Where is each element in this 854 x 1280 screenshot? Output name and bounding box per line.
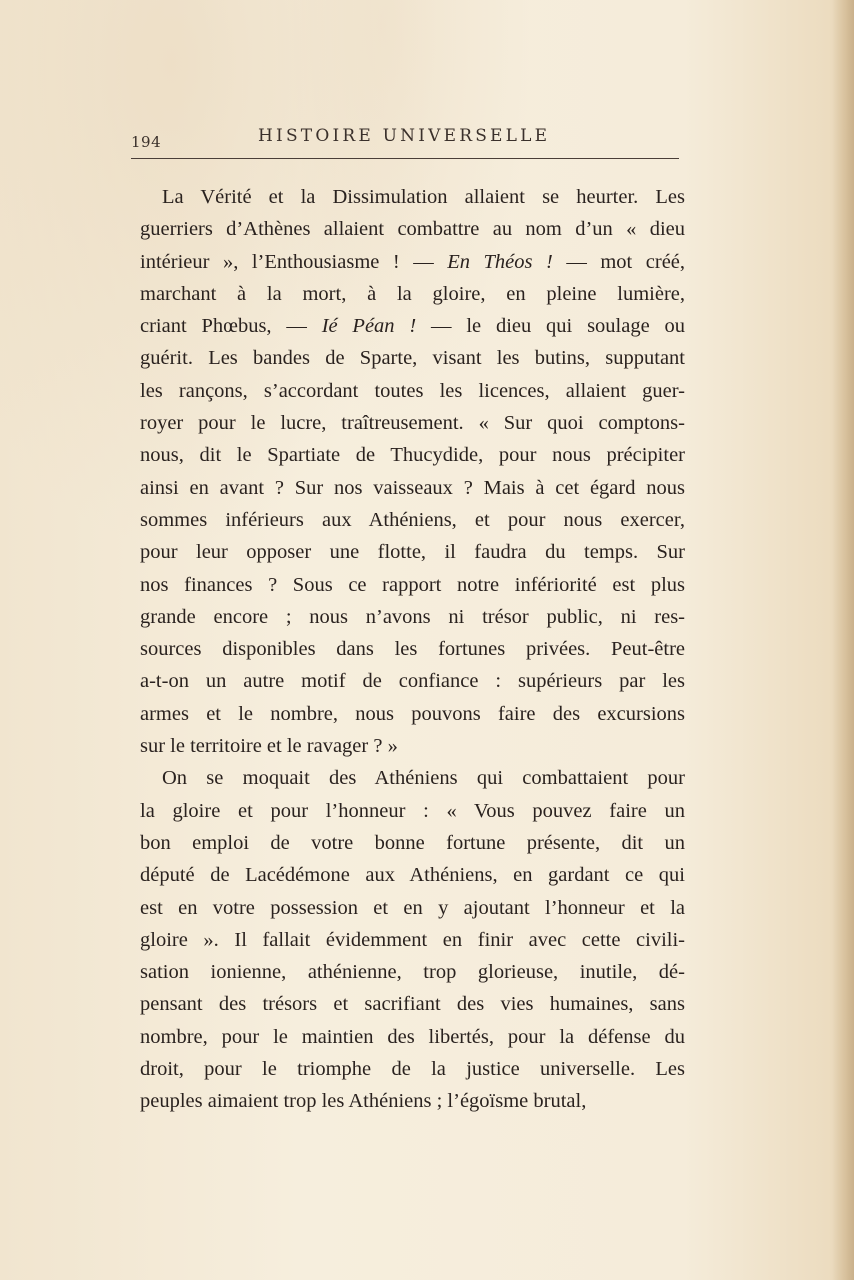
text-line [140, 892, 685, 924]
text-line [140, 246, 685, 278]
text-run: bon emploi de votre bonne fortune présente, dit un [140, 831, 685, 854]
text-line [140, 730, 685, 762]
text-line [140, 988, 685, 1020]
text-run: peuples aimaient trop les Athéniens ; l’égoïsme brutal, [140, 1090, 587, 1113]
text-run: — mot créé, [552, 250, 686, 273]
text-line [140, 439, 685, 471]
text-line [140, 504, 685, 536]
body-text [140, 181, 685, 1118]
text-line [140, 1085, 685, 1117]
text-run: guerriers d’Athènes allaient combattre au nom d’un « dieu [140, 218, 685, 241]
text-line [140, 827, 685, 859]
text-run: intérieur », l’Enthousiasme ! — [140, 250, 448, 273]
text-run: On se moquait des Athéniens qui combattaient pour [162, 767, 685, 790]
text-run: pensant des trésors et sacrifiant des vies humaines, sans [140, 993, 685, 1016]
text-run: est en votre possession et en y ajoutant l’honneur et la [140, 896, 685, 919]
paragraph [140, 181, 685, 762]
text-line [140, 472, 685, 504]
page-number: 194 [131, 133, 162, 151]
text-line [140, 762, 685, 794]
text-run: droit, pour le triomphe de la justice universelle. Les [140, 1058, 685, 1081]
text-run: marchant à la mort, à la gloire, en pleine lumière, [140, 282, 685, 305]
text-line [140, 569, 685, 601]
text-line [140, 310, 685, 342]
text-run: ainsi en avant ? Sur nos vaisseaux ? Mais à cet égard nous [140, 476, 685, 499]
text-run: La Vérité et la Dissimulation allaient se heurter. Les [162, 186, 685, 208]
italic-text-run: Ié Péan ! [321, 315, 417, 338]
text-run: a-t-on un autre motif de confiance : supérieurs par les [140, 670, 685, 693]
text-line [140, 956, 685, 988]
text-line [140, 1053, 685, 1085]
text-run: sommes inférieurs aux Athéniens, et pour nous exercer, [140, 508, 685, 531]
text-run: nombre, pour le maintien des libertés, pour la défense du [140, 1025, 685, 1048]
text-run: guérit. Les bandes de Sparte, visant les butins, supputant [140, 347, 685, 370]
text-line [140, 213, 685, 245]
text-run: la gloire et pour l’honneur : « Vous pouvez faire un [140, 799, 685, 822]
text-line [140, 536, 685, 568]
text-run: sation ionienne, athénienne, trop glorieuse, inutile, dé- [140, 961, 685, 984]
text-line [140, 181, 685, 213]
text-line [140, 1021, 685, 1053]
paragraph [140, 762, 685, 1117]
header-rule [131, 158, 679, 159]
text-line [140, 698, 685, 730]
text-line [140, 407, 685, 439]
text-line [140, 859, 685, 891]
running-head: HISTOIRE UNIVERSELLE [258, 126, 551, 146]
text-run: pour leur opposer une flotte, il faudra du temps. Sur [140, 541, 685, 564]
text-line [140, 342, 685, 374]
text-run: nous, dit le Spartiate de Thucydide, pour nous précipiter [140, 444, 685, 467]
text-run: grande encore ; nous n’avons ni trésor public, ni res- [140, 605, 685, 628]
text-run: armes et le nombre, nous pouvons faire des excursions [140, 702, 685, 725]
text-run: député de Lacédémone aux Athéniens, en gardant ce qui [140, 864, 685, 887]
text-line [140, 665, 685, 697]
text-line [140, 924, 685, 956]
page-edge-shadow [832, 0, 854, 1280]
text-line [140, 375, 685, 407]
text-line [140, 795, 685, 827]
text-run: — le dieu qui soulage ou [416, 315, 686, 338]
text-run: sources disponibles dans les fortunes privées. Peut-être [140, 638, 685, 661]
text-run: nos finances ? Sous ce rapport notre infériorité est plus [140, 573, 685, 596]
text-run: les rançons, s’accordant toutes les licences, allaient guer- [140, 379, 685, 402]
text-run: criant Phœbus, — [140, 315, 322, 338]
text-line [140, 278, 685, 310]
text-run: royer pour le lucre, traîtreusement. « Sur quoi comptons- [140, 412, 685, 435]
text-line [140, 633, 685, 665]
italic-text-run: En Théos ! [447, 250, 553, 273]
text-line [140, 601, 685, 633]
text-run: gloire ». Il fallait évidemment en finir avec cette civili- [140, 928, 685, 951]
text-run: sur le territoire et le ravager ? » [140, 735, 398, 758]
